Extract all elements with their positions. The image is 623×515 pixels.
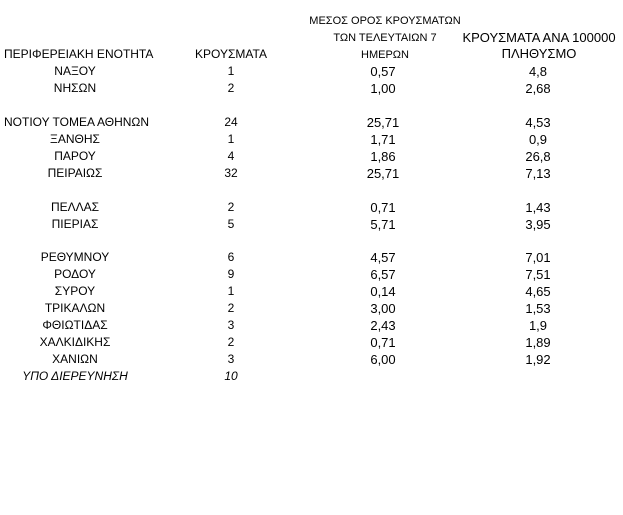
cell-per-100k: 4,8 (528, 64, 548, 79)
cell-cases: 2 (227, 81, 235, 95)
cell-region: ΤΡΙΚΑΛΩΝ (44, 301, 106, 315)
cell-average: 25,71 (366, 166, 400, 181)
table-row (0, 80, 623, 97)
cell-average: 3,00 (370, 301, 396, 316)
table-row (0, 351, 623, 368)
cell-average: 2,43 (370, 318, 396, 333)
table-row (0, 266, 623, 283)
cell-region: ΧΑΛΚΙΔΙΚΗΣ (39, 335, 111, 349)
cell-region: ΝΑΞΟΥ (54, 64, 96, 78)
header-region: ΠΕΡΙΦΕΡΕΙΑΚΗ ΕΝΟΤΗΤΑ (4, 47, 154, 61)
header-average-line1: ΜΕΣΟΣ ΟΡΟΣ ΚΡΟΥΣΜΑΤΩΝ (309, 15, 461, 27)
cell-average: 0,57 (370, 64, 396, 79)
cell-per-100k: 7,51 (525, 267, 551, 282)
cell-average: 0,14 (370, 284, 396, 299)
table-row (0, 63, 623, 80)
header-average-line3: ΗΜΕΡΩΝ (361, 49, 409, 61)
header-per-100k-line2: ΠΛΗΘΥΣΜΟ (501, 46, 577, 61)
cell-region: ΞΑΝΘΗΣ (50, 132, 100, 146)
cell-region: ΣΥΡΟΥ (54, 284, 96, 298)
cell-cases: 2 (227, 335, 235, 349)
cell-cases: 32 (224, 166, 238, 180)
cell-average: 6,57 (370, 267, 396, 282)
cell-average: 4,57 (370, 250, 396, 265)
cell-region: ΠΙΕΡΙΑΣ (51, 217, 99, 231)
cell-cases: 2 (227, 301, 235, 315)
under-investigation-cases: 10 (224, 369, 238, 383)
table-row (0, 334, 623, 351)
cell-per-100k: 1,43 (525, 200, 551, 215)
table-row (0, 148, 623, 165)
cell-cases: 3 (227, 318, 235, 332)
cell-cases: 2 (227, 200, 235, 214)
cell-per-100k: 26,8 (525, 149, 551, 164)
cell-per-100k: 4,65 (525, 284, 551, 299)
header-cases: ΚΡΟΥΣΜΑΤΑ (195, 47, 267, 61)
cell-average: 25,71 (366, 115, 400, 130)
cell-per-100k: 1,9 (528, 318, 548, 333)
table-row (0, 216, 623, 233)
cell-region: ΧΑΝΙΩΝ (52, 352, 98, 366)
cell-cases: 3 (227, 352, 235, 366)
table-row (0, 283, 623, 300)
cell-per-100k: 0,9 (528, 132, 548, 147)
table-row (0, 199, 623, 216)
cell-per-100k: 1,89 (525, 335, 551, 350)
header-average (300, 13, 470, 64)
cell-cases: 4 (227, 149, 235, 163)
cell-cases: 9 (227, 267, 235, 281)
cell-average: 5,71 (370, 217, 396, 232)
cell-average: 1,00 (370, 81, 396, 96)
under-investigation-row (0, 368, 623, 385)
cell-region: ΝΟΤΙΟΥ ΤΟΜΕΑ ΑΘΗΝΩΝ (4, 115, 150, 129)
cell-cases: 5 (227, 217, 235, 231)
cell-per-100k: 1,53 (525, 301, 551, 316)
cell-per-100k: 7,01 (525, 250, 551, 265)
table-row (0, 300, 623, 317)
cell-cases: 1 (227, 284, 235, 298)
under-investigation-label: ΥΠΟ ΔΙΕΡΕΥΝΗΣΗ (22, 369, 128, 383)
cell-cases: 6 (227, 250, 235, 264)
table-row (0, 131, 623, 148)
cell-cases: 24 (224, 115, 238, 129)
cell-region: ΝΗΣΩΝ (53, 81, 97, 95)
table-row (0, 114, 623, 131)
cell-region: ΦΘΙΩΤΙΔΑΣ (42, 318, 108, 332)
cell-region: ΠΑΡΟΥ (54, 149, 96, 163)
cell-region: ΡΟΔΟΥ (54, 267, 96, 281)
table-row (0, 165, 623, 182)
cell-average: 6,00 (370, 352, 396, 367)
cell-cases: 1 (227, 132, 235, 146)
cell-per-100k: 2,68 (525, 81, 551, 96)
header-average-line2: ΤΩΝ ΤΕΛΕΥΤΑΙΩΝ 7 (333, 32, 437, 44)
cell-per-100k: 1,92 (525, 352, 551, 367)
cell-average: 1,86 (370, 149, 396, 164)
header-per-100k-line1: ΚΡΟΥΣΜΑΤΑ ΑΝΑ 100000 (462, 30, 616, 45)
cell-average: 1,71 (370, 132, 396, 147)
table-row (0, 249, 623, 266)
cell-average: 0,71 (370, 335, 396, 350)
cell-region: ΡΕΘΥΜΝΟΥ (40, 250, 110, 264)
cell-per-100k: 4,53 (525, 115, 551, 130)
table-row (0, 317, 623, 334)
cell-average: 0,71 (370, 200, 396, 215)
cell-region: ΠΕΙΡΑΙΩΣ (47, 166, 103, 180)
header-per-100k (458, 30, 620, 62)
cell-cases: 1 (227, 64, 235, 78)
cell-region: ΠΕΛΛΑΣ (50, 200, 100, 214)
cell-per-100k: 7,13 (525, 166, 551, 181)
cell-per-100k: 3,95 (525, 217, 551, 232)
